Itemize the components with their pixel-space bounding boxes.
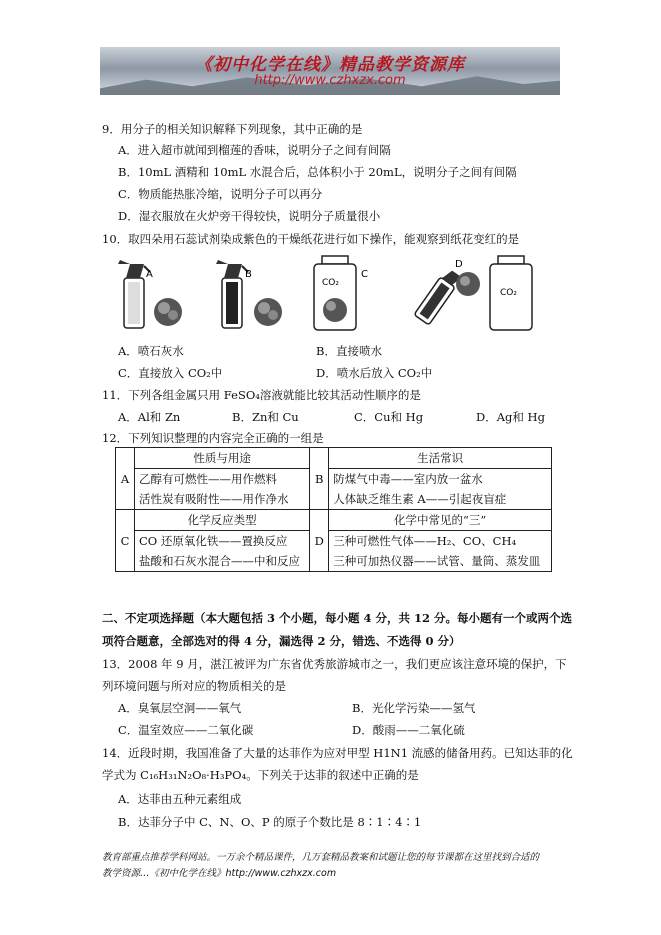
q12-label-d: D xyxy=(310,510,329,572)
q12-a-line-2: 活性炭有吸附性——用作净水 xyxy=(135,489,310,510)
q12-a-line-1: 乙醇有可燃性——用作燃料 xyxy=(135,469,310,490)
header-banner xyxy=(100,47,560,95)
q9-option-a: A．进入超市就闻到榴莲的香味，说明分子之间有间隔 xyxy=(118,143,391,157)
figure-label-a: A xyxy=(146,269,153,280)
q12-header-c: 化学反应类型 xyxy=(135,510,310,531)
footer-line-1: 教育部重点推荐学科网站。一万余个精品课件，几万套精品教案和试题让您的每节课都在这里找到合适的 xyxy=(102,852,540,863)
co2-label-d: CO₂ xyxy=(500,288,517,298)
q12-header-b: 生活常识 xyxy=(329,448,552,469)
q10-option-d: D．喷水后放入 CO₂中 xyxy=(316,366,433,380)
q9-option-b: B．10mL 酒精和 10mL 水混合后，总体积小于 20mL，说明分子之间有间隔 xyxy=(118,165,517,179)
figure-label-d: D xyxy=(455,259,463,270)
q9-option-d: D．湿衣服放在火炉旁干得较快，说明分子质量很小 xyxy=(118,209,381,223)
figure-label-c: C xyxy=(361,269,368,280)
q12-knowledge-table xyxy=(115,447,552,572)
section2-heading-line-2: 项符合题意，全部选对的得 4 分，漏选得 2 分，错选、不选得 0 分） xyxy=(102,634,461,648)
q13-option-d: D．酸雨——二氧化硫 xyxy=(352,723,465,737)
q14-stem-line-1: 14．近段时期，我国准备了大量的达菲作为应对甲型 H1N1 流感的储备用药。已知达菲的化 xyxy=(102,746,573,760)
q14-option-b: B．达菲分子中 C、N、O、P 的原子个数比是 8∶1∶4∶1 xyxy=(118,815,422,829)
q12-b-line-2: 人体缺乏维生素 A——引起夜盲症 xyxy=(329,489,552,510)
spray-bottle-b-icon xyxy=(216,260,248,328)
q10-option-a: A．喷石灰水 xyxy=(118,344,184,358)
q13-option-b: B．光化学污染——氢气 xyxy=(352,701,476,715)
q12-stem: 12．下列知识整理的内容完全正确的一组是 xyxy=(102,431,324,445)
q12-c-line-2: 盐酸和石灰水混合——中和反应 xyxy=(135,551,310,572)
q9-stem: 9．用分子的相关知识解释下列现象，其中正确的是 xyxy=(102,122,363,136)
flower-b-icon xyxy=(254,298,282,326)
q12-d-line-2: 三种可加热仪器——试管、量筒、蒸发皿 xyxy=(329,551,552,572)
q10-experiment-figure xyxy=(110,250,550,335)
q13-option-a: A．臭氧层空洞——氧气 xyxy=(118,701,242,715)
q10-option-b: B．直接喷水 xyxy=(316,344,382,358)
q14-stem-line-2: 学式为 C₁₆H₃₁N₂O₈·H₃PO₄。下列关于达菲的叙述中正确的是 xyxy=(102,768,419,782)
footer-line-2[interactable]: 教学资源…《初中化学在线》http://www.czhxzx.com xyxy=(102,868,337,879)
banner-title: 《初中化学在线》精品教学资源库 xyxy=(195,55,465,75)
q11-option-a: A．Al和 Zn xyxy=(118,410,181,424)
q11-stem: 11．下列各组金属只用 FeSO₄溶液就能比较其活动性顺序的是 xyxy=(102,388,421,402)
q12-label-b: B xyxy=(310,448,329,510)
q11-option-c: C．Cu和 Hg xyxy=(354,410,424,424)
spray-bottle-d-icon xyxy=(414,267,462,325)
q10-option-c: C．直接放入 CO₂中 xyxy=(118,366,223,380)
section2-heading-line-1: 二、不定项选择题（本大题包括 3 个小题，每小题 4 分，共 12 分。每小题有一个或两个选 xyxy=(102,611,573,625)
q12-c-line-1: CO 还原氧化铁——置换反应 xyxy=(135,531,310,552)
q13-option-c: C．温室效应——二氧化碳 xyxy=(118,723,254,737)
q12-label-a: A xyxy=(116,448,135,510)
figure-label-b: B xyxy=(245,269,252,280)
q12-b-line-1: 防煤气中毒——室内放一盆水 xyxy=(329,469,552,490)
q9-option-c: C．物质能热胀冷缩，说明分子可以再分 xyxy=(118,187,323,201)
flower-a-icon xyxy=(154,298,182,326)
q11-option-b: B．Zn和 Cu xyxy=(232,410,299,424)
q11-option-d: D．Ag和 Hg xyxy=(476,410,545,424)
q12-header-d: 化学中常见的“三” xyxy=(329,510,552,531)
q14-option-a: A．达菲由五种元素组成 xyxy=(118,792,242,806)
co2-label-c: CO₂ xyxy=(322,278,339,288)
flower-d-icon xyxy=(456,272,480,296)
q13-stem-line-2: 列环境问题与所对应的物质相关的是 xyxy=(102,679,286,693)
banner-url[interactable]: http://www.czhxzx.com xyxy=(254,73,406,88)
page-footer xyxy=(102,850,572,882)
q12-label-c: C xyxy=(116,510,135,572)
q10-stem: 10．取四朵用石蕊试剂染成紫色的干燥纸花进行如下操作，能观察到纸花变红的是 xyxy=(102,232,520,246)
q12-header-a: 性质与用途 xyxy=(135,448,310,469)
q12-d-line-1: 三种可燃性气体——H₂、CO、CH₄ xyxy=(329,531,552,552)
gas-jar-c-icon xyxy=(314,256,356,330)
q13-stem-line-1: 13．2008 年 9 月，湛江被评为广东省优秀旅游城市之一，我们更应该注意环境的保护，下 xyxy=(102,657,567,671)
